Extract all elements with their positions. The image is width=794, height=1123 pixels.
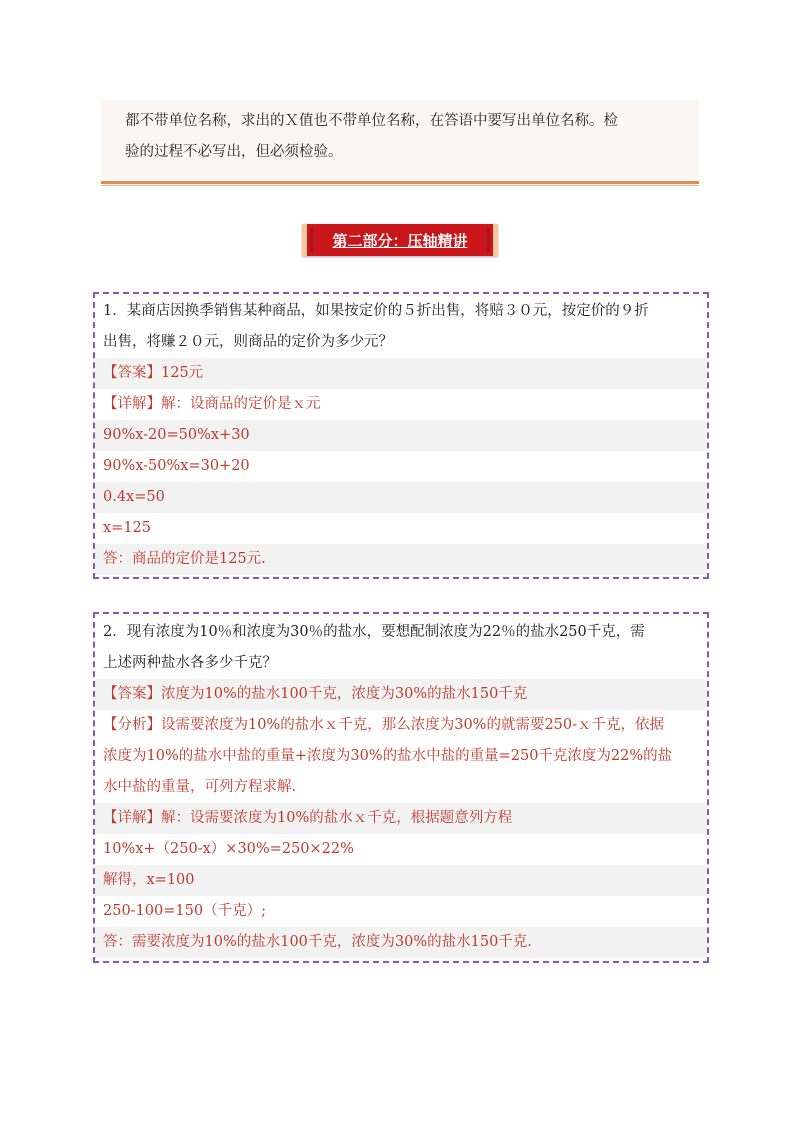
question-2-box: [93, 612, 709, 963]
q2-conclusion: 答：需要浓度为10%的盐水100千克，浓度为30%的盐水150千克.: [95, 927, 707, 958]
question-1-box: [93, 292, 709, 579]
q1-detail-row: [95, 389, 707, 420]
q2-detail-row: [95, 803, 707, 834]
q2-analysis-line-3: 水中盐的重量，可列方程求解.: [103, 779, 297, 795]
q2-step-1: 10%x+（250-x）×30%=250×22%: [103, 841, 354, 857]
q2-detail-tag: 【详解】: [103, 810, 161, 826]
q2-step-2: 解得，x=100: [95, 865, 707, 896]
note-line-1: 都不带单位名称，求出的Ｘ值也不带单位名称，在答语中要写出单位名称。检: [125, 113, 618, 129]
q2-analysis-line-2: 浓度为10%的盐水中盐的重量+浓度为30%的盐水中盐的重量=250千克浓度为22%的盐: [103, 748, 673, 764]
q1-step-2: 90%x-50%x=30+20: [103, 458, 250, 474]
note-box: [101, 100, 699, 180]
q2-answer-tag: 【答案】: [103, 686, 161, 702]
q2-question-line-1: 2．现有浓度为10％和浓度为30％的盐水，要想配制浓度为22％的盐水250千克，需: [103, 624, 645, 640]
q1-conclusion: 答：商品的定价是125元.: [95, 544, 707, 575]
note-divider-thin: [101, 185, 699, 186]
note-divider: [101, 181, 699, 184]
q2-analysis-tag: 【分析】: [103, 717, 161, 733]
q2-answer-row: [95, 679, 707, 710]
q2-analysis-line-1: 设需要浓度为10%的盐水ｘ千克，那么浓度为30%的就需要250-ｘ千克，依据: [161, 717, 665, 733]
q1-step-3: 0.4x=50: [95, 482, 707, 513]
q2-question-line-2: 上述两种盐水各多少千克？: [103, 655, 277, 671]
section-title-banner: [302, 224, 498, 256]
note-line-2: 验的过程不必写出，但必须检验。: [125, 144, 343, 160]
q2-answer-text: 浓度为10%的盐水100千克，浓度为30%的盐水150千克: [161, 686, 528, 702]
q2-step-3: 250-100=150（千克）;: [103, 903, 266, 919]
q1-detail-tag: 【详解】: [103, 396, 161, 412]
q2-detail-text: 解：设需要浓度为10%的盐水ｘ千克，根据题意列方程: [161, 810, 513, 826]
q1-answer-text: 125元: [161, 365, 204, 381]
q1-detail-text: 解：设商品的定价是ｘ元: [161, 396, 321, 412]
q1-question-line-2: 出售，将赚２０元，则商品的定价为多少元？: [103, 334, 393, 350]
q1-step-4: x=125: [103, 520, 152, 536]
q1-answer-row: [95, 358, 707, 389]
q2-analysis-row: [95, 710, 707, 741]
q1-answer-tag: 【答案】: [103, 365, 161, 381]
q1-question-line-1: 1．某商店因换季销售某种商品，如果按定价的５折出售，将赔３０元，按定价的９折: [103, 303, 649, 319]
q1-step-1: 90%x-20=50%x+30: [95, 420, 707, 451]
section-title-text: 第二部分：压轴精讲: [332, 231, 468, 250]
